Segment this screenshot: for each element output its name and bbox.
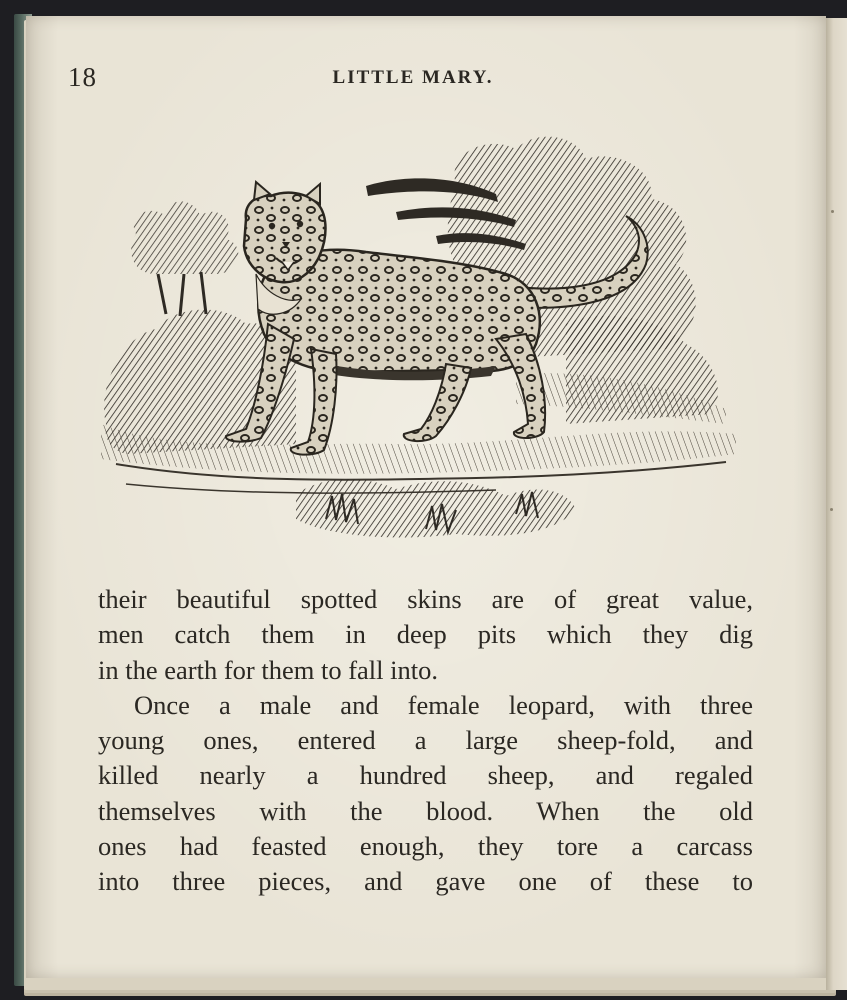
body-text (98, 582, 753, 900)
page-speck (830, 508, 833, 511)
running-title: LITTLE MARY. (332, 67, 494, 88)
text-line: their beautiful spotted skins are of great value, (98, 584, 753, 614)
text-line: ones had feasted enough, they tore a carcass (98, 831, 753, 862)
text-line: in the earth for them to fall into. (98, 654, 438, 685)
text-line: themselves with the blood. When the old (98, 795, 753, 826)
leopard-engraving-svg (96, 124, 746, 552)
text-line: young ones, entered a large sheep-fold, and (98, 725, 753, 756)
page-header (68, 62, 758, 96)
leopard-illustration (96, 124, 746, 552)
text-line: Once a male and female leopard, with three (134, 689, 753, 720)
page-number: 18 (68, 62, 97, 92)
text-line: into three pieces, and gave one of these to (98, 866, 753, 897)
text-line: men catch them in deep pits which they dig (98, 619, 753, 650)
page-speck (831, 210, 834, 213)
text-line: killed nearly a hundred sheep, and regaled (98, 760, 753, 791)
next-page-edge (826, 18, 847, 990)
